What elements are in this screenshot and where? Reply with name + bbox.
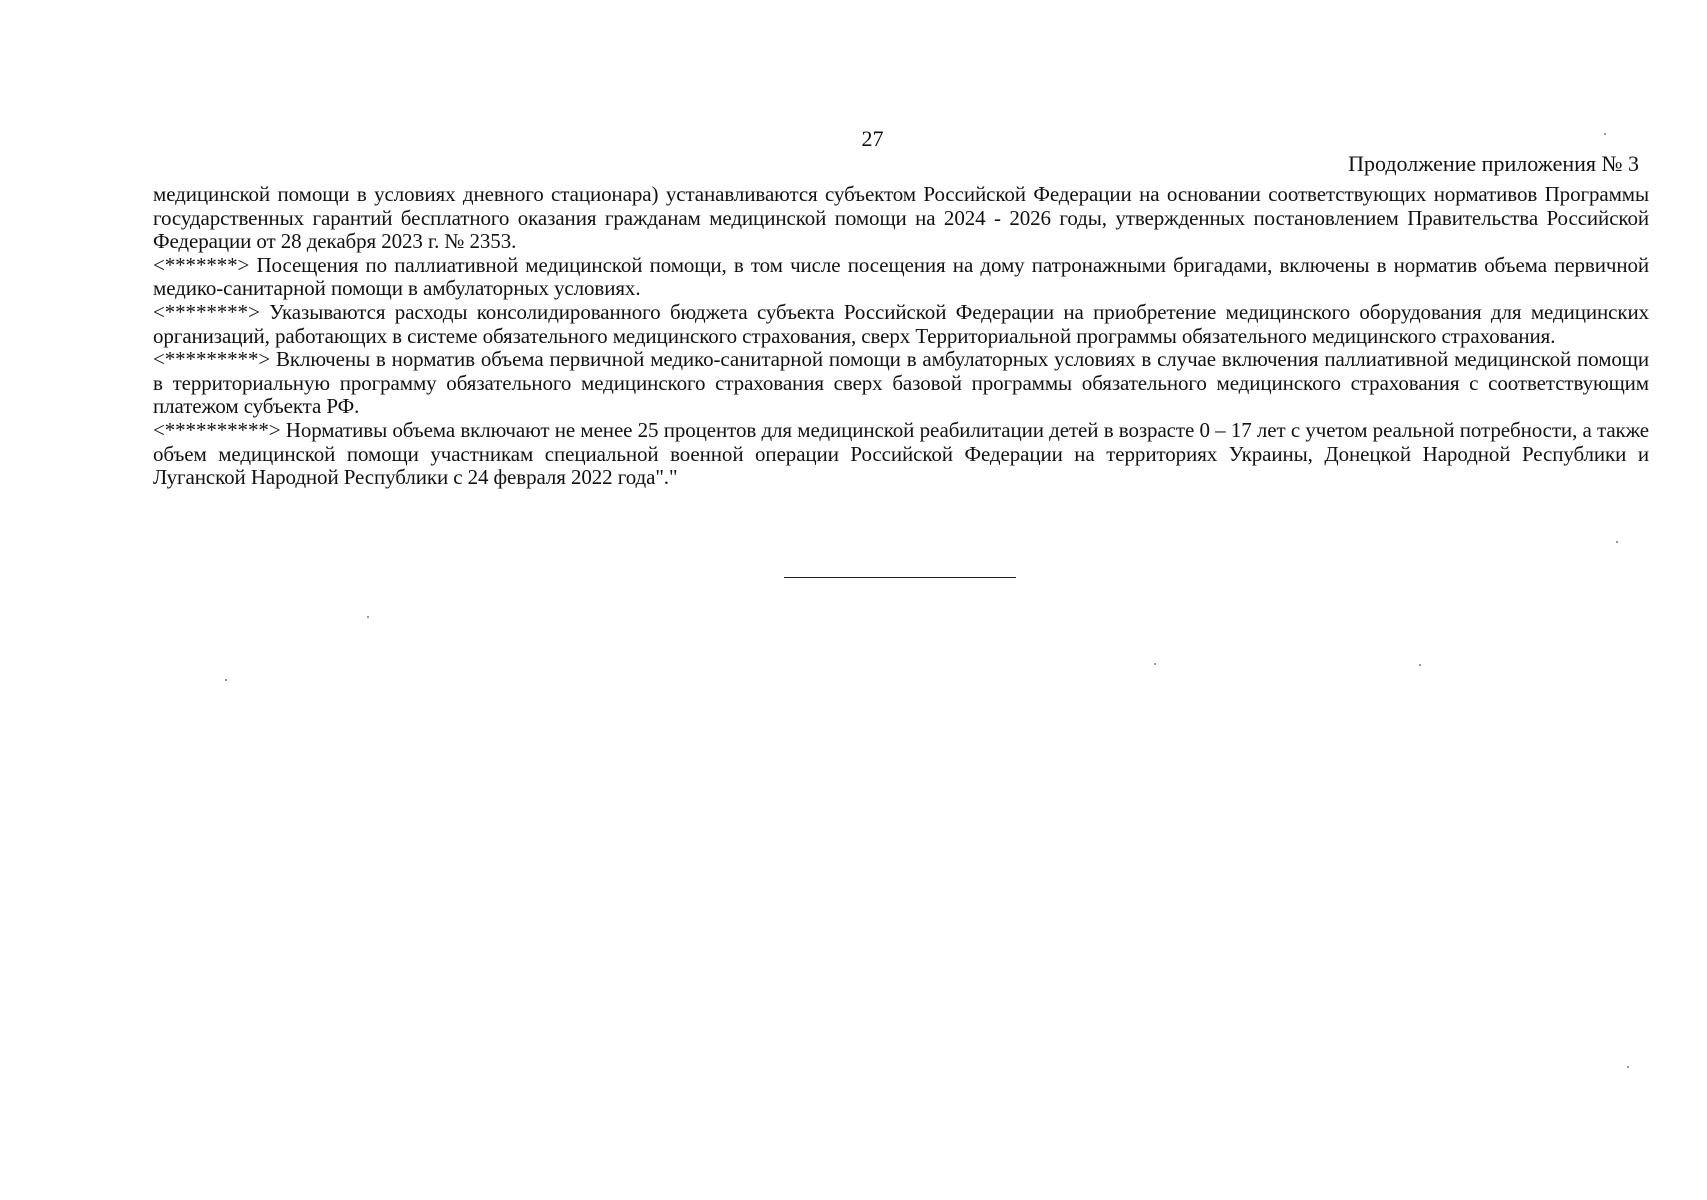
scan-speck: [225, 679, 227, 681]
document-body: [153, 183, 1649, 490]
scan-speck: [1154, 663, 1156, 665]
footnote-9-palliative-inclusion: <*********> Включены в норматив объема первичной медико-санитарной помощи в амбулаторных условиях в случае включения паллиативной медицинской помощи в территориальную программу обязательного медицинского страхования сверх базовой программы обязательного медицинского страхования с соответствующим платежом субъекта РФ.: [153, 347, 1649, 419]
footnote-7-palliative-visits: <*******> Посещения по паллиативной медицинской помощи, в том числе посещения на дому патронажными бригадами, включены в норматив объема первичной медико-санитарной помощи в амбулаторных условиях.: [153, 252, 1649, 301]
scan-speck: [1419, 664, 1421, 666]
scan-speck: [1604, 133, 1606, 135]
paragraph-day-hospital-note: медицинской помощи в условиях дневного стационара) устанавливаются субъектом Российской Федерации на основании соответствующих нормативов Программы государственных гарантий бесплатного оказания гражданам медицинской помощи на 2024 - 2026 годы, утвержденных постановлением Правительства Российской Федерации от 28 декабря 2023 г. № 2353.: [153, 182, 1649, 254]
end-of-text-rule: [784, 577, 1016, 578]
footnote-8-equipment-expenses: <********> Указываются расходы консолидированного бюджета субъекта Российской Федерации на приобретение медицинского оборудования для медицинских организаций, работающих в системе обязательного медицинского страхования, сверх Территориальной программы обязательного медицинского страхования.: [153, 299, 1649, 348]
scan-speck: [367, 616, 369, 618]
page-number: 27: [861, 126, 884, 151]
appendix-continuation-header: Продолжение приложения № 3: [1348, 151, 1639, 176]
scan-speck: [1616, 541, 1618, 543]
scan-speck: [1627, 1066, 1629, 1068]
footnote-10-volume-norms: <**********> Нормативы объема включают не менее 25 процентов для медицинской реабилитации детей в возрасте 0 – 17 лет с учетом реальной потребности, а также объем медицинской помощи участникам специальной военной операции Российской Федерации на территориях Украины, Донецкой Народной Республики и Луганской Народной Республики с 24 февраля 2022 года".": [153, 417, 1649, 490]
